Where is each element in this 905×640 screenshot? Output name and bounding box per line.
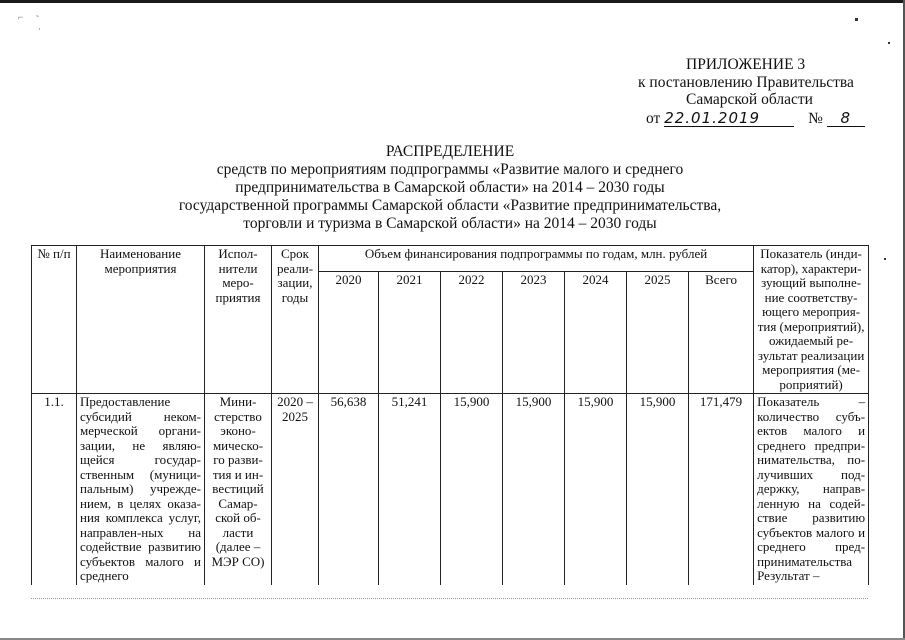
header-term: Срок реали-зации, годы xyxy=(272,246,319,394)
title-line-3: государственной программы Самарской области «Развитие предпринимательства, xyxy=(178,197,722,214)
year-total: Всего xyxy=(689,272,754,394)
title-line-2: предпринимательства в Самарской области» на 2014 – 2030 годы xyxy=(235,179,665,196)
row-name: Предоставление субсидий неком-мерческой органи-зации, не являю-щейся государ-ственным (муници-пальным) учрежде-нием, в целях оказа-ния комплекса услуг, направлен-ных на содействие развитию субъектов малого и среднего xyxy=(77,394,205,585)
document-title xyxy=(150,143,750,233)
header-row xyxy=(32,246,869,272)
year-2023: 2023 xyxy=(503,272,565,394)
value-2022: 15,900 xyxy=(441,394,503,585)
header-executors: Испол-нители меро-приятия xyxy=(205,246,272,394)
scan-speck xyxy=(855,18,858,21)
value-2020: 56,638 xyxy=(319,394,379,585)
year-2020: 2020 xyxy=(319,272,379,394)
value-total: 171,479 xyxy=(689,394,754,585)
row-num: 1.1. xyxy=(32,394,77,585)
title-line-4: торговли и туризма в Самарской области» на 2014 – 2030 годы xyxy=(243,215,657,232)
value-2023: 15,900 xyxy=(503,394,565,585)
distribution-table xyxy=(31,245,869,585)
year-2025: 2025 xyxy=(627,272,689,394)
page-bottom-rule xyxy=(31,598,868,600)
value-2025: 15,900 xyxy=(627,394,689,585)
row-term: 2020 – 2025 xyxy=(272,394,319,585)
header-indicator: Показатель (инди-катор), характери-зующий выполне-ние соответству-ющего мероприя-тия (мероприятий), ожидаемый ре-зультат реализации мероприятия (ме-роприятий) xyxy=(754,246,869,394)
scan-speck xyxy=(884,258,886,260)
header-funding: Объем финансирования подпрограммы по годам, млн. рублей xyxy=(319,246,754,272)
resolution-line: к постановлению Правительства xyxy=(638,74,854,91)
title-main: РАСПРЕДЕЛЕНИЕ xyxy=(385,143,515,160)
scan-speck xyxy=(888,42,890,44)
value-2021: 51,241 xyxy=(379,394,441,585)
value-2024: 15,900 xyxy=(565,394,627,585)
header-num: № п/п xyxy=(32,246,77,394)
region-line: Самарской области xyxy=(686,91,813,108)
date-prefix: от xyxy=(646,110,661,127)
date-handwritten: 22.01.2019 xyxy=(664,110,794,127)
appendix-label: ПРИЛОЖЕНИЕ 3 xyxy=(686,56,806,73)
year-2024: 2024 xyxy=(565,272,627,394)
title-line-1: средств по мероприятиям подпрограммы «Развитие малого и среднего xyxy=(216,161,684,178)
row-indicator: Показатель – количество субъ-ектов малого и среднего предпри-нимательства, по-лучивших под-держку, направ-ленную на содей-ствие развитию субъектов малого и среднего пред-принимательства Результат – xyxy=(754,394,869,585)
number-label: № xyxy=(808,110,823,127)
date-number-line xyxy=(646,110,865,128)
row-executor: Мини-стерство эконо-мическо-го разви-тия и ин-вестиций Самар-ской об-ласти (далее – МЭР СО) xyxy=(205,394,272,585)
year-2021: 2021 xyxy=(379,272,441,394)
table-row xyxy=(32,394,869,585)
header-name: Наименование мероприятия xyxy=(77,246,205,394)
scan-border-top xyxy=(0,0,905,3)
year-2022: 2022 xyxy=(441,272,503,394)
scan-artifact: ⌐ ˜ · xyxy=(18,12,41,34)
number-handwritten: 8 xyxy=(827,110,865,127)
